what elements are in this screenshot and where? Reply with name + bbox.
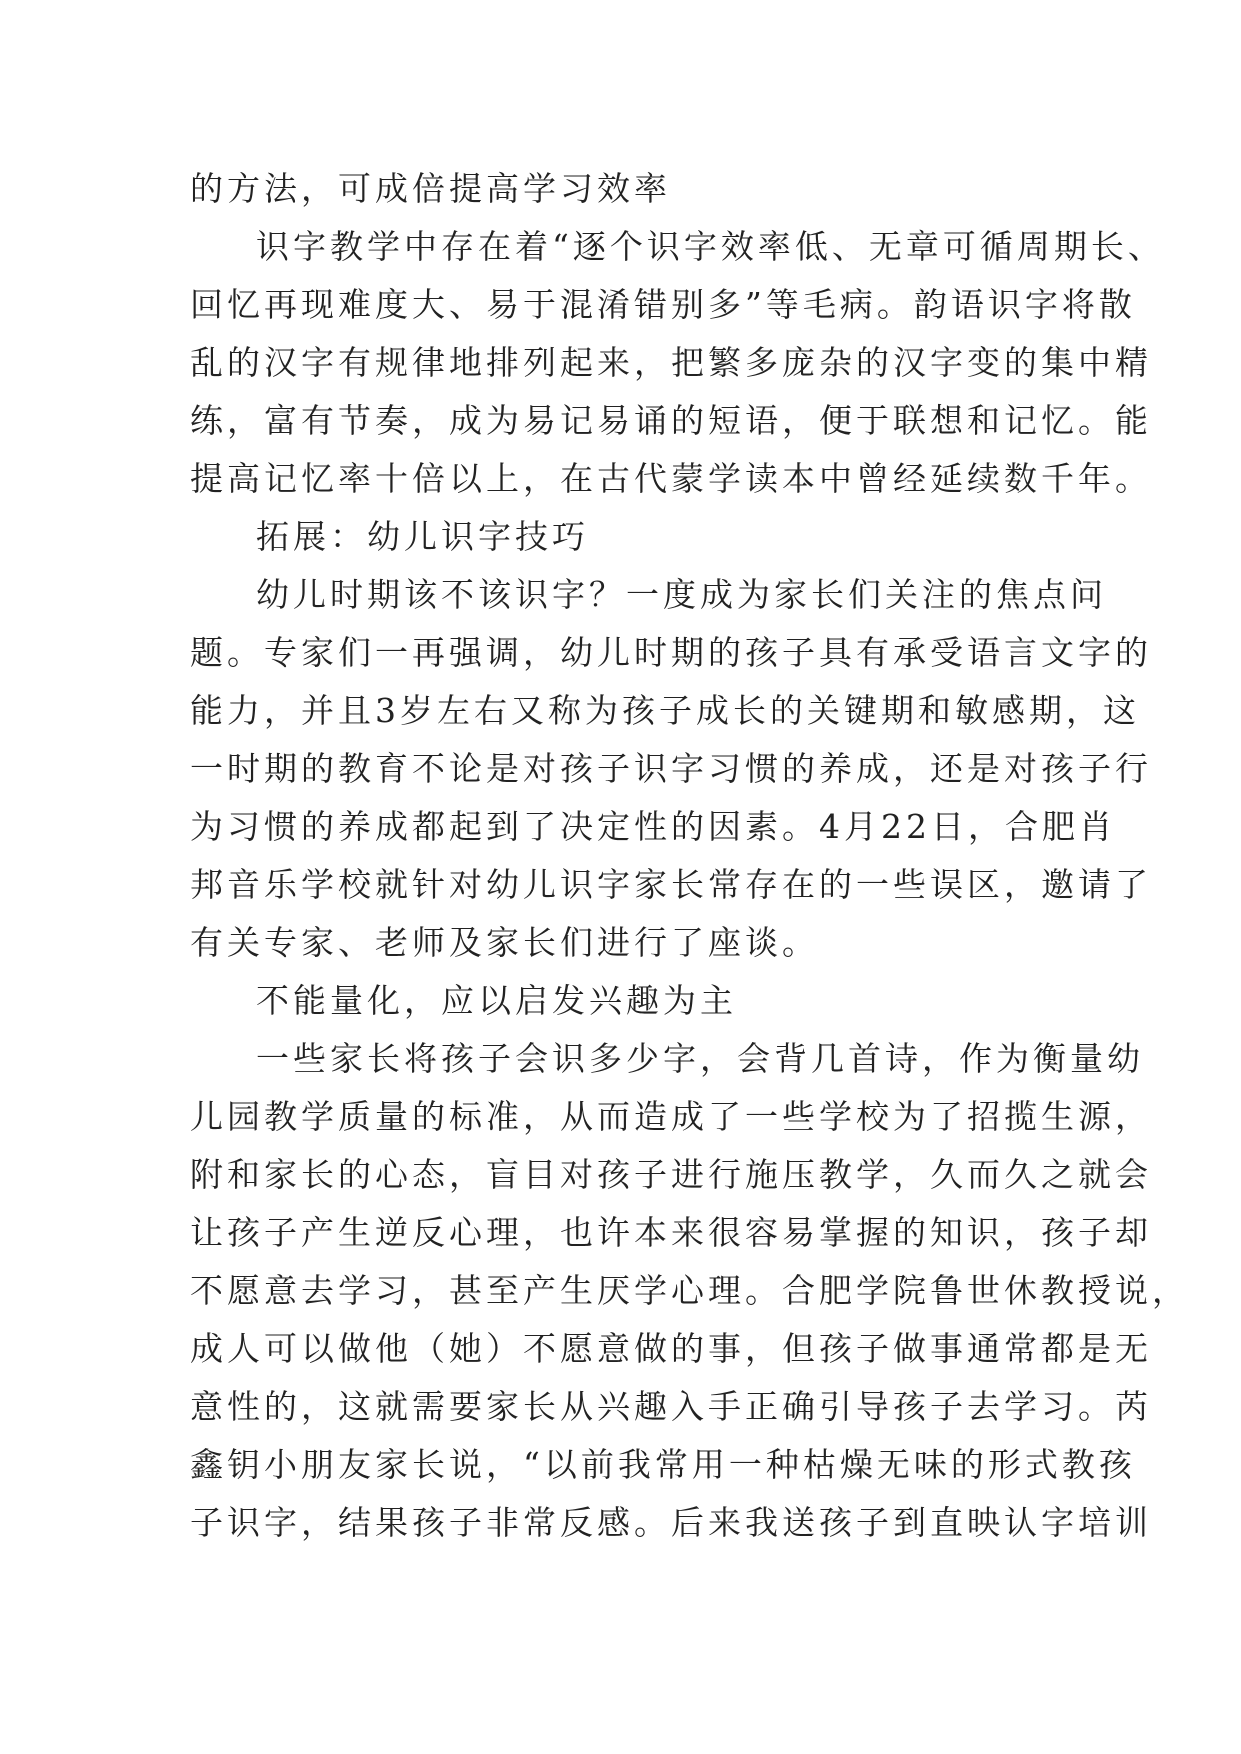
text-line: 鑫钥小朋友家长说，“以前我常用一种枯燥无味的形式教孩 (190, 1445, 1136, 1484)
text-line: 回忆再现难度大、易于混淆错别多”等毛病。韵语识字将散 (190, 285, 1136, 324)
text-line: 子识字，结果孩子非常反感。后来我送孩子到直映认字培训 (190, 1503, 1152, 1542)
text-line: 附和家长的心态，盲目对孩子进行施压教学，久而久之就会 (190, 1155, 1152, 1194)
text-line: 一时期的教育不论是对孩子识字习惯的养成，还是对孩子行 (190, 749, 1152, 788)
text-line: 不愿意去学习，甚至产生厌学心理。合肥学院鲁世休教授说， (190, 1271, 1189, 1310)
section-heading: 拓展：幼儿识字技巧 (256, 517, 589, 556)
text-line: 乱的汉字有规律地排列起来，把繁多庞杂的汉字变的集中精 (190, 343, 1152, 382)
text-line: 练，富有节奏，成为易记易诵的短语，便于联想和记忆。能 (190, 401, 1152, 440)
text-line: 儿园教学质量的标准，从而造成了一些学校为了招揽生源， (190, 1097, 1152, 1136)
text-line: 意性的，这就需要家长从兴趣入手正确引导孩子去学习。芮 (190, 1387, 1152, 1426)
text-line: 识字教学中存在着“逐个识字效率低、无章可循周期长、 (256, 227, 1165, 266)
text-line: 为习惯的养成都起到了决定性的因素。4月22日，合肥肖 (190, 807, 1116, 846)
text-line: 能力，并且3岁左右又称为孩子成长的关键期和敏感期，这 (190, 691, 1140, 730)
text-line: 邦音乐学校就针对幼儿识字家长常存在的一些误区，邀请了 (190, 865, 1152, 904)
text-line: 有关专家、老师及家长们进行了座谈。 (190, 923, 819, 962)
text-line: 幼儿时期该不该识字？一度成为家长们关注的焦点问 (256, 575, 1107, 614)
text-line: 题。专家们一再强调，幼儿时期的孩子具有承受语言文字的 (190, 633, 1152, 672)
text-line: 提高记忆率十倍以上，在古代蒙学读本中曾经延续数千年。 (190, 459, 1152, 498)
text-line: 的方法，可成倍提高学习效率 (190, 169, 671, 208)
text-line: 成人可以做他（她）不愿意做的事，但孩子做事通常都是无 (190, 1329, 1152, 1368)
text-line: 让孩子产生逆反心理，也许本来很容易掌握的知识，孩子却 (190, 1213, 1152, 1252)
text-line: 一些家长将孩子会识多少字，会背几首诗，作为衡量幼 (256, 1039, 1144, 1078)
section-heading: 不能量化，应以启发兴趣为主 (256, 981, 737, 1020)
document-body (190, 160, 1189, 1552)
